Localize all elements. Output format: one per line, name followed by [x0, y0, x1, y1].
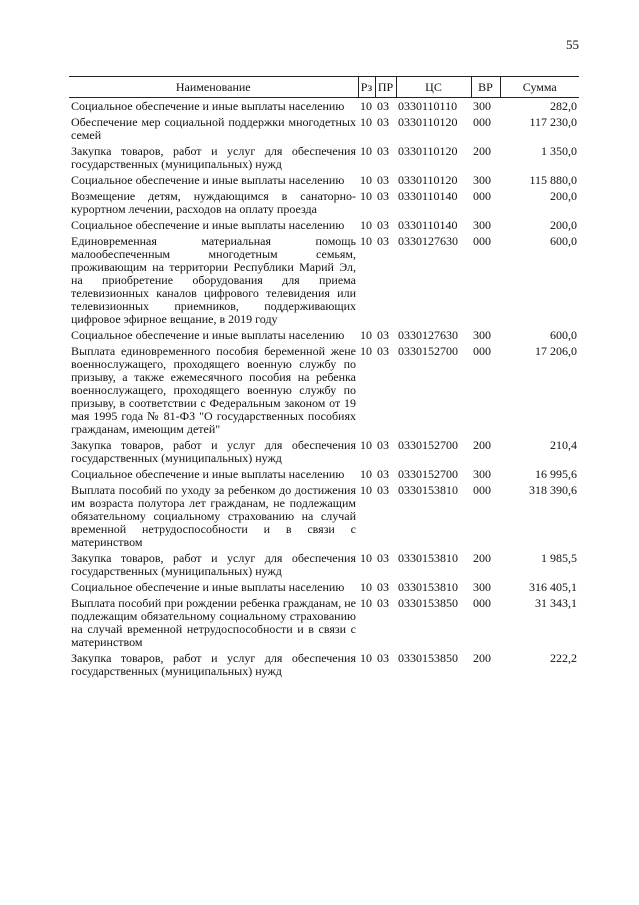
row-vr: 000 [473, 344, 491, 358]
row-pr: 03 [377, 551, 389, 565]
row-sum: 16 995,6 [535, 467, 577, 481]
row-sum: 210,4 [550, 438, 577, 452]
row-vr: 000 [473, 483, 491, 497]
row-pr: 03 [377, 328, 389, 342]
row-rz: 10 [360, 596, 372, 610]
row-pr: 03 [377, 234, 389, 248]
budget-table [69, 76, 579, 679]
row-cs: 0330153810 [398, 551, 458, 565]
row-vr: 300 [473, 99, 491, 113]
row-rz: 10 [360, 218, 372, 232]
row-pr: 03 [377, 651, 389, 665]
row-vr: 000 [473, 115, 491, 129]
table-header-row [69, 77, 579, 98]
row-rz: 10 [360, 344, 372, 358]
row-rz: 10 [360, 438, 372, 452]
row-cs: 0330153850 [398, 596, 458, 610]
row-cs: 0330152700 [398, 467, 458, 481]
table-row [69, 579, 579, 595]
row-cs: 0330110120 [398, 144, 458, 158]
row-cs: 0330110120 [398, 115, 458, 129]
row-sum: 1 985,5 [541, 551, 577, 565]
row-vr: 000 [473, 234, 491, 248]
row-rz: 10 [360, 234, 372, 248]
table-row [69, 98, 579, 115]
table-row [69, 482, 579, 550]
row-rz: 10 [360, 115, 372, 129]
row-rz: 10 [360, 99, 372, 113]
table-row [69, 550, 579, 579]
row-pr: 03 [377, 99, 389, 113]
row-rz: 10 [360, 580, 372, 594]
row-name: Социальное обеспечение и иные выплаты населению [71, 580, 345, 594]
table-row [69, 437, 579, 466]
row-sum: 222,2 [550, 651, 577, 665]
table-row [69, 143, 579, 172]
row-cs: 0330110120 [398, 173, 458, 187]
row-cs: 0330153850 [398, 651, 458, 665]
page-number: 55 [566, 37, 579, 52]
row-pr: 03 [377, 173, 389, 187]
row-name: Закупка товаров, работ и услуг для обеспечения государственных (муниципальных) нужд [71, 651, 356, 678]
row-name: Единовременная материальная помощь малообеспеченным многодетным семьям, проживающим на территории Республики Марий Эл, на приобретение оборудования для приема телевизионных каналов цифрового телевидения или телевизионных приемников, поддерживающих цифровое эфирное вещание, в 2019 году [71, 234, 356, 326]
row-sum: 600,0 [550, 328, 577, 342]
row-pr: 03 [377, 596, 389, 610]
row-cs: 0330152700 [398, 344, 458, 358]
row-rz: 10 [360, 651, 372, 665]
header-rz: Рз [358, 77, 375, 98]
row-sum: 282,0 [550, 99, 577, 113]
row-name: Закупка товаров, работ и услуг для обеспечения государственных (муниципальных) нужд [71, 144, 356, 171]
table-body [69, 98, 579, 680]
row-vr: 000 [473, 596, 491, 610]
row-pr: 03 [377, 189, 389, 203]
table-row [69, 650, 579, 679]
row-name: Социальное обеспечение и иные выплаты населению [71, 173, 345, 187]
row-cs: 0330110110 [398, 99, 458, 113]
table-row [69, 595, 579, 650]
row-sum: 115 880,0 [529, 173, 577, 187]
row-name: Обеспечение мер социальной поддержки многодетных семей [71, 115, 356, 142]
row-vr: 300 [473, 328, 491, 342]
header-pr: ПР [375, 77, 396, 98]
row-name: Закупка товаров, работ и услуг для обеспечения государственных (муниципальных) нужд [71, 438, 356, 465]
row-sum: 31 343,1 [535, 596, 577, 610]
row-rz: 10 [360, 328, 372, 342]
row-sum: 200,0 [550, 189, 577, 203]
row-vr: 300 [473, 467, 491, 481]
row-cs: 0330110140 [398, 189, 458, 203]
row-name: Выплата единовременного пособия беременной жене военнослужащего, проходящего военную службу по призыву, а также ежемесячного пособия на ребенка военнослужащего, проходящего военную службу по призыву, в соответствии с Федеральным законом от 19 мая 1995 года № 81-ФЗ "О государственных пособиях гражданам, имеющим детей" [71, 344, 356, 436]
row-rz: 10 [360, 173, 372, 187]
row-pr: 03 [377, 467, 389, 481]
row-rz: 10 [360, 467, 372, 481]
row-name: Социальное обеспечение и иные выплаты населению [71, 467, 345, 481]
table-row [69, 188, 579, 217]
row-vr: 200 [473, 438, 491, 452]
row-vr: 300 [473, 580, 491, 594]
table-row [69, 114, 579, 143]
row-name: Социальное обеспечение и иные выплаты населению [71, 218, 345, 232]
row-rz: 10 [360, 189, 372, 203]
row-vr: 000 [473, 189, 491, 203]
row-vr: 200 [473, 144, 491, 158]
row-sum: 316 405,1 [529, 580, 577, 594]
row-cs: 0330153810 [398, 483, 458, 497]
row-vr: 200 [473, 551, 491, 565]
row-vr: 300 [473, 218, 491, 232]
row-rz: 10 [360, 483, 372, 497]
table-row [69, 466, 579, 482]
row-pr: 03 [377, 483, 389, 497]
row-cs: 0330152700 [398, 438, 458, 452]
row-pr: 03 [377, 438, 389, 452]
table-row [69, 172, 579, 188]
row-rz: 10 [360, 551, 372, 565]
row-name: Закупка товаров, работ и услуг для обеспечения государственных (муниципальных) нужд [71, 551, 356, 578]
header-cs: ЦС [396, 77, 471, 98]
row-cs: 0330153810 [398, 580, 458, 594]
row-name: Социальное обеспечение и иные выплаты населению [71, 328, 345, 342]
table-row [69, 343, 579, 437]
row-name: Возмещение детям, нуждающимся в санаторно-курортном лечении, расходов на оплату проезда [71, 189, 356, 216]
row-vr: 300 [473, 173, 491, 187]
row-rz: 10 [360, 144, 372, 158]
table-row [69, 233, 579, 327]
header-vr: ВР [471, 77, 500, 98]
row-pr: 03 [377, 218, 389, 232]
row-cs: 0330110140 [398, 218, 458, 232]
row-sum: 1 350,0 [541, 144, 577, 158]
row-cs: 0330127630 [398, 328, 458, 342]
header-sum: Сумма [500, 77, 579, 98]
row-sum: 600,0 [550, 234, 577, 248]
row-pr: 03 [377, 344, 389, 358]
row-sum: 318 390,6 [529, 483, 577, 497]
header-name: Наименование [69, 77, 358, 98]
row-sum: 200,0 [550, 218, 577, 232]
row-pr: 03 [377, 144, 389, 158]
row-name: Выплата пособий при рождении ребенка гражданам, не подлежащим обязательному социальному страхованию на случай временной нетрудоспособности и в связи с материнством [71, 596, 356, 649]
row-name: Социальное обеспечение и иные выплаты населению [71, 99, 345, 113]
row-vr: 200 [473, 651, 491, 665]
row-name: Выплата пособий по уходу за ребенком до достижения им возраста полутора лет гражданам, не подлежащим обязательному социальному страхованию на случай временной нетрудоспособности и в связи с материнством [71, 483, 356, 549]
row-cs: 0330127630 [398, 234, 458, 248]
table-row [69, 217, 579, 233]
row-sum: 117 230,0 [529, 115, 577, 129]
table-row [69, 327, 579, 343]
row-pr: 03 [377, 115, 389, 129]
row-pr: 03 [377, 580, 389, 594]
row-sum: 17 206,0 [535, 344, 577, 358]
